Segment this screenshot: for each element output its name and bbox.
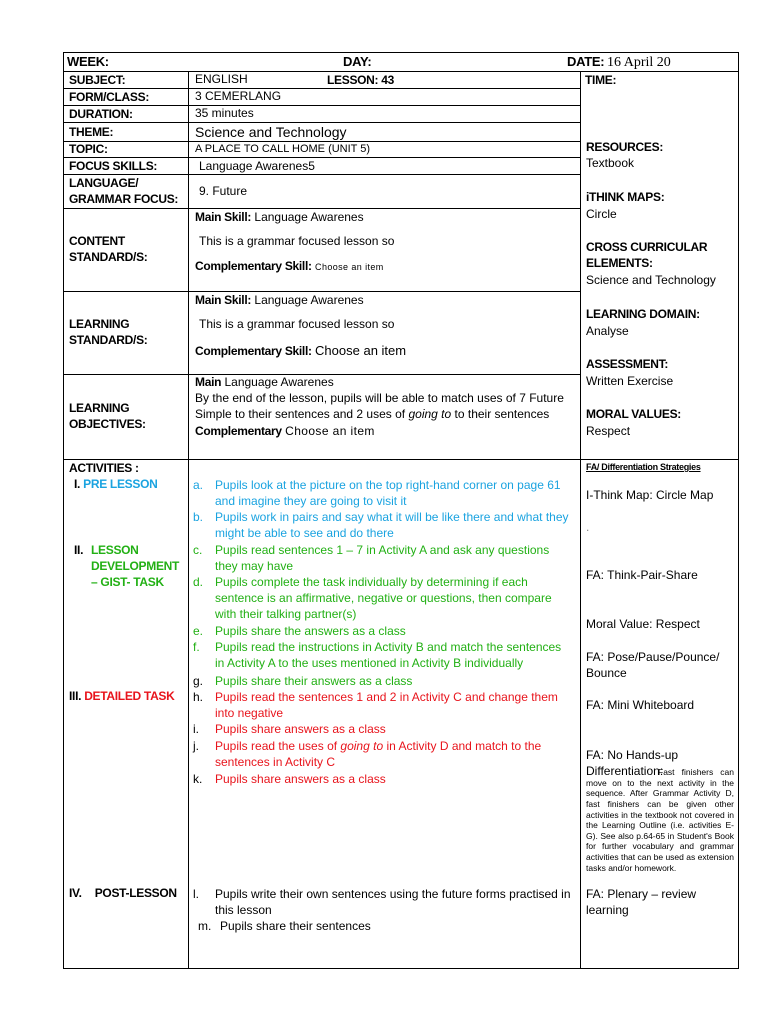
- list-item: f. Pupils read the instructions in Activity B and match the sentences in Activity A to the uses mentioned in Activity B individually: [193, 640, 562, 670]
- learning-domain-label: LEARNING DOMAIN:: [586, 307, 700, 321]
- list-item: c. Pupils read sentences 1 – 7 in Activity A and ask any questions they may have: [193, 543, 550, 573]
- objectives-label-2: OBJECTIVES:: [69, 417, 146, 431]
- stage-lesson-development-3: – GIST- TASK: [91, 575, 164, 589]
- stage-lesson-development-1: LESSON: [91, 543, 139, 557]
- row-divider: [63, 208, 580, 209]
- content-complementary-skill: Complementary Skill: Choose an item: [195, 259, 384, 273]
- theme-label: THEME:: [69, 125, 114, 139]
- fa-think-pair-share: FA: Think-Pair-Share: [586, 568, 698, 582]
- row-divider: [63, 141, 580, 142]
- topic-value: A PLACE TO CALL HOME (UNIT 5): [195, 143, 371, 155]
- row-divider: [63, 71, 739, 72]
- day-label: DAY:: [343, 54, 372, 69]
- learning-domain-value: Analyse: [586, 324, 629, 338]
- list-item: d. Pupils complete the task individually by determining if each sentence is an affirmative, negative or questions, then compare with their talking partner(s): [193, 575, 552, 621]
- fa-pose-2: Bounce: [586, 666, 627, 680]
- learning-complementary-skill: Complementary Skill: Choose an item: [195, 343, 407, 358]
- column-divider: [188, 71, 189, 969]
- activity-list: [193, 477, 575, 957]
- stage-pre-lesson: I. PRE LESSON: [74, 477, 158, 491]
- objectives-line2: Simple to their sentences and 2 uses of going to to their sentences: [195, 407, 550, 421]
- ithink-maps-value: Circle: [586, 207, 617, 221]
- stage-post-lesson: IV. POST-LESSON: [69, 886, 177, 900]
- grammar-value: 9. Future: [199, 184, 248, 198]
- list-item: l. Pupils write their own sentences using the future forms practised in this lesson: [193, 887, 571, 917]
- list-item: h. Pupils read the sentences 1 and 2 in Activity C and change them into negative: [193, 690, 558, 720]
- fa-differentiation-label: Differentiation:: [586, 764, 664, 778]
- moral-values-value: Respect: [586, 424, 631, 438]
- row-divider: [63, 122, 580, 123]
- fa-dot: .: [586, 520, 590, 534]
- grammar-label-line2: GRAMMAR FOCUS:: [69, 192, 179, 206]
- content-standard-label-2: STANDARD/S:: [69, 250, 148, 264]
- time-label: TIME:: [585, 73, 617, 87]
- row-divider: [63, 105, 580, 106]
- learning-main-skill: Main Skill: Language Awarenes: [195, 293, 364, 307]
- week-label: WEEK:: [67, 54, 109, 69]
- fa-differentiation-text: Fast finishers can move on to the next activity in the sequence. After Grammar Activity D, fast finishers can be given other activities in the textbook not covered in the Learning Outline (i.e. activities E-G). See also p.64-65 in Student's Book for further vocabulary and grammar activities that can be used as extension tasks and/or homework.: [586, 767, 734, 873]
- learning-standard-label-2: STANDARD/S:: [69, 333, 148, 347]
- form-label: FORM/CLASS:: [69, 90, 150, 104]
- row-divider: [63, 459, 739, 460]
- row-divider: [63, 291, 580, 292]
- assessment-value: Written Exercise: [586, 374, 674, 388]
- list-item: m. Pupils share their sentences: [198, 919, 371, 933]
- fa-plenary-1: FA: Plenary – review: [586, 887, 697, 901]
- stage-lesson-development-2: DEVELOPMENT: [91, 559, 180, 573]
- subject-label: SUBJECT:: [69, 73, 126, 87]
- column-divider: [580, 71, 581, 969]
- list-item: a. Pupils look at the picture on the top right-hand corner on page 61 and imagine they are going to visit it: [193, 478, 561, 508]
- fa-pose-1: FA: Pose/Pause/Pounce/: [586, 650, 720, 664]
- fa-title: FA/ Differentiation Strategies: [586, 462, 701, 472]
- list-item: i. Pupils share answers as a class: [193, 722, 386, 736]
- objectives-label-1: LEARNING: [69, 401, 130, 415]
- cross-curricular-label-1: CROSS CURRICULAR: [586, 240, 708, 254]
- list-item: k. Pupils share answers as a class: [193, 772, 386, 786]
- resources-label: RESOURCES:: [586, 140, 664, 154]
- objectives-complementary: Complementary Choose an item: [195, 424, 375, 438]
- fa-no-hands-up: FA: No Hands-up: [586, 748, 679, 762]
- grammar-label-line1: LANGUAGE/: [69, 176, 139, 190]
- content-standard-text: This is a grammar focused lesson so: [199, 234, 395, 248]
- duration-label: DURATION:: [69, 107, 133, 121]
- lesson-label: LESSON: 43: [327, 73, 395, 87]
- list-item: g. Pupils share their answers as a class: [193, 674, 413, 688]
- moral-values-label: MORAL VALUES:: [586, 407, 681, 421]
- cross-curricular-value: Science and Technology: [586, 273, 716, 287]
- focus-skills-label: FOCUS SKILLS:: [69, 159, 158, 173]
- row-divider: [63, 88, 580, 89]
- topic-label: TOPIC:: [69, 142, 108, 156]
- content-main-skill: Main Skill: Language Awarenes: [195, 210, 364, 224]
- list-item: j. Pupils read the uses of going to in Activity D and match to the sentences in Activity C: [193, 739, 542, 769]
- row-divider: [63, 174, 580, 175]
- ithink-maps-label: iTHINK MAPS:: [586, 190, 665, 204]
- list-item: e. Pupils share the answers as a class: [193, 624, 406, 638]
- list-item: b. Pupils work in pairs and say what it will be like there and what they might be able to see and do there: [193, 510, 569, 540]
- learning-standard-text: This is a grammar focused lesson so: [199, 317, 395, 331]
- stage-detailed-task: III. DETAILED TASK: [69, 689, 175, 703]
- content-standard-label-1: CONTENT: [69, 234, 125, 248]
- learning-standard-label-1: LEARNING: [69, 317, 130, 331]
- cross-curricular-label-2: ELEMENTS:: [586, 256, 653, 270]
- objectives-main: Main Language Awarenes: [195, 375, 334, 389]
- stage-lesson-development-num: II.: [74, 543, 84, 557]
- duration-value: 35 minutes: [195, 106, 254, 120]
- focus-skills-value: Language Awarenes5: [199, 159, 315, 173]
- theme-value: Science and Technology: [195, 124, 347, 140]
- activities-title: ACTIVITIES :: [69, 461, 139, 475]
- subject-value: ENGLISH: [195, 72, 248, 86]
- fa-moral-value: Moral Value: Respect: [586, 617, 700, 631]
- fa-mini-whiteboard: FA: Mini Whiteboard: [586, 698, 695, 712]
- form-value: 3 CEMERLANG: [195, 89, 282, 103]
- row-divider: [63, 157, 580, 158]
- resources-value: Textbook: [586, 156, 635, 170]
- assessment-label: ASSESSMENT:: [586, 357, 669, 371]
- date-label: DATE:: [567, 54, 605, 69]
- fa-plenary-2: learning: [586, 903, 629, 917]
- fa-circle-map: I-Think Map: Circle Map: [586, 488, 714, 502]
- objectives-line1: By the end of the lesson, pupils will be able to match uses of 7 Future: [195, 391, 564, 405]
- date-value: 16 April 20: [607, 55, 671, 70]
